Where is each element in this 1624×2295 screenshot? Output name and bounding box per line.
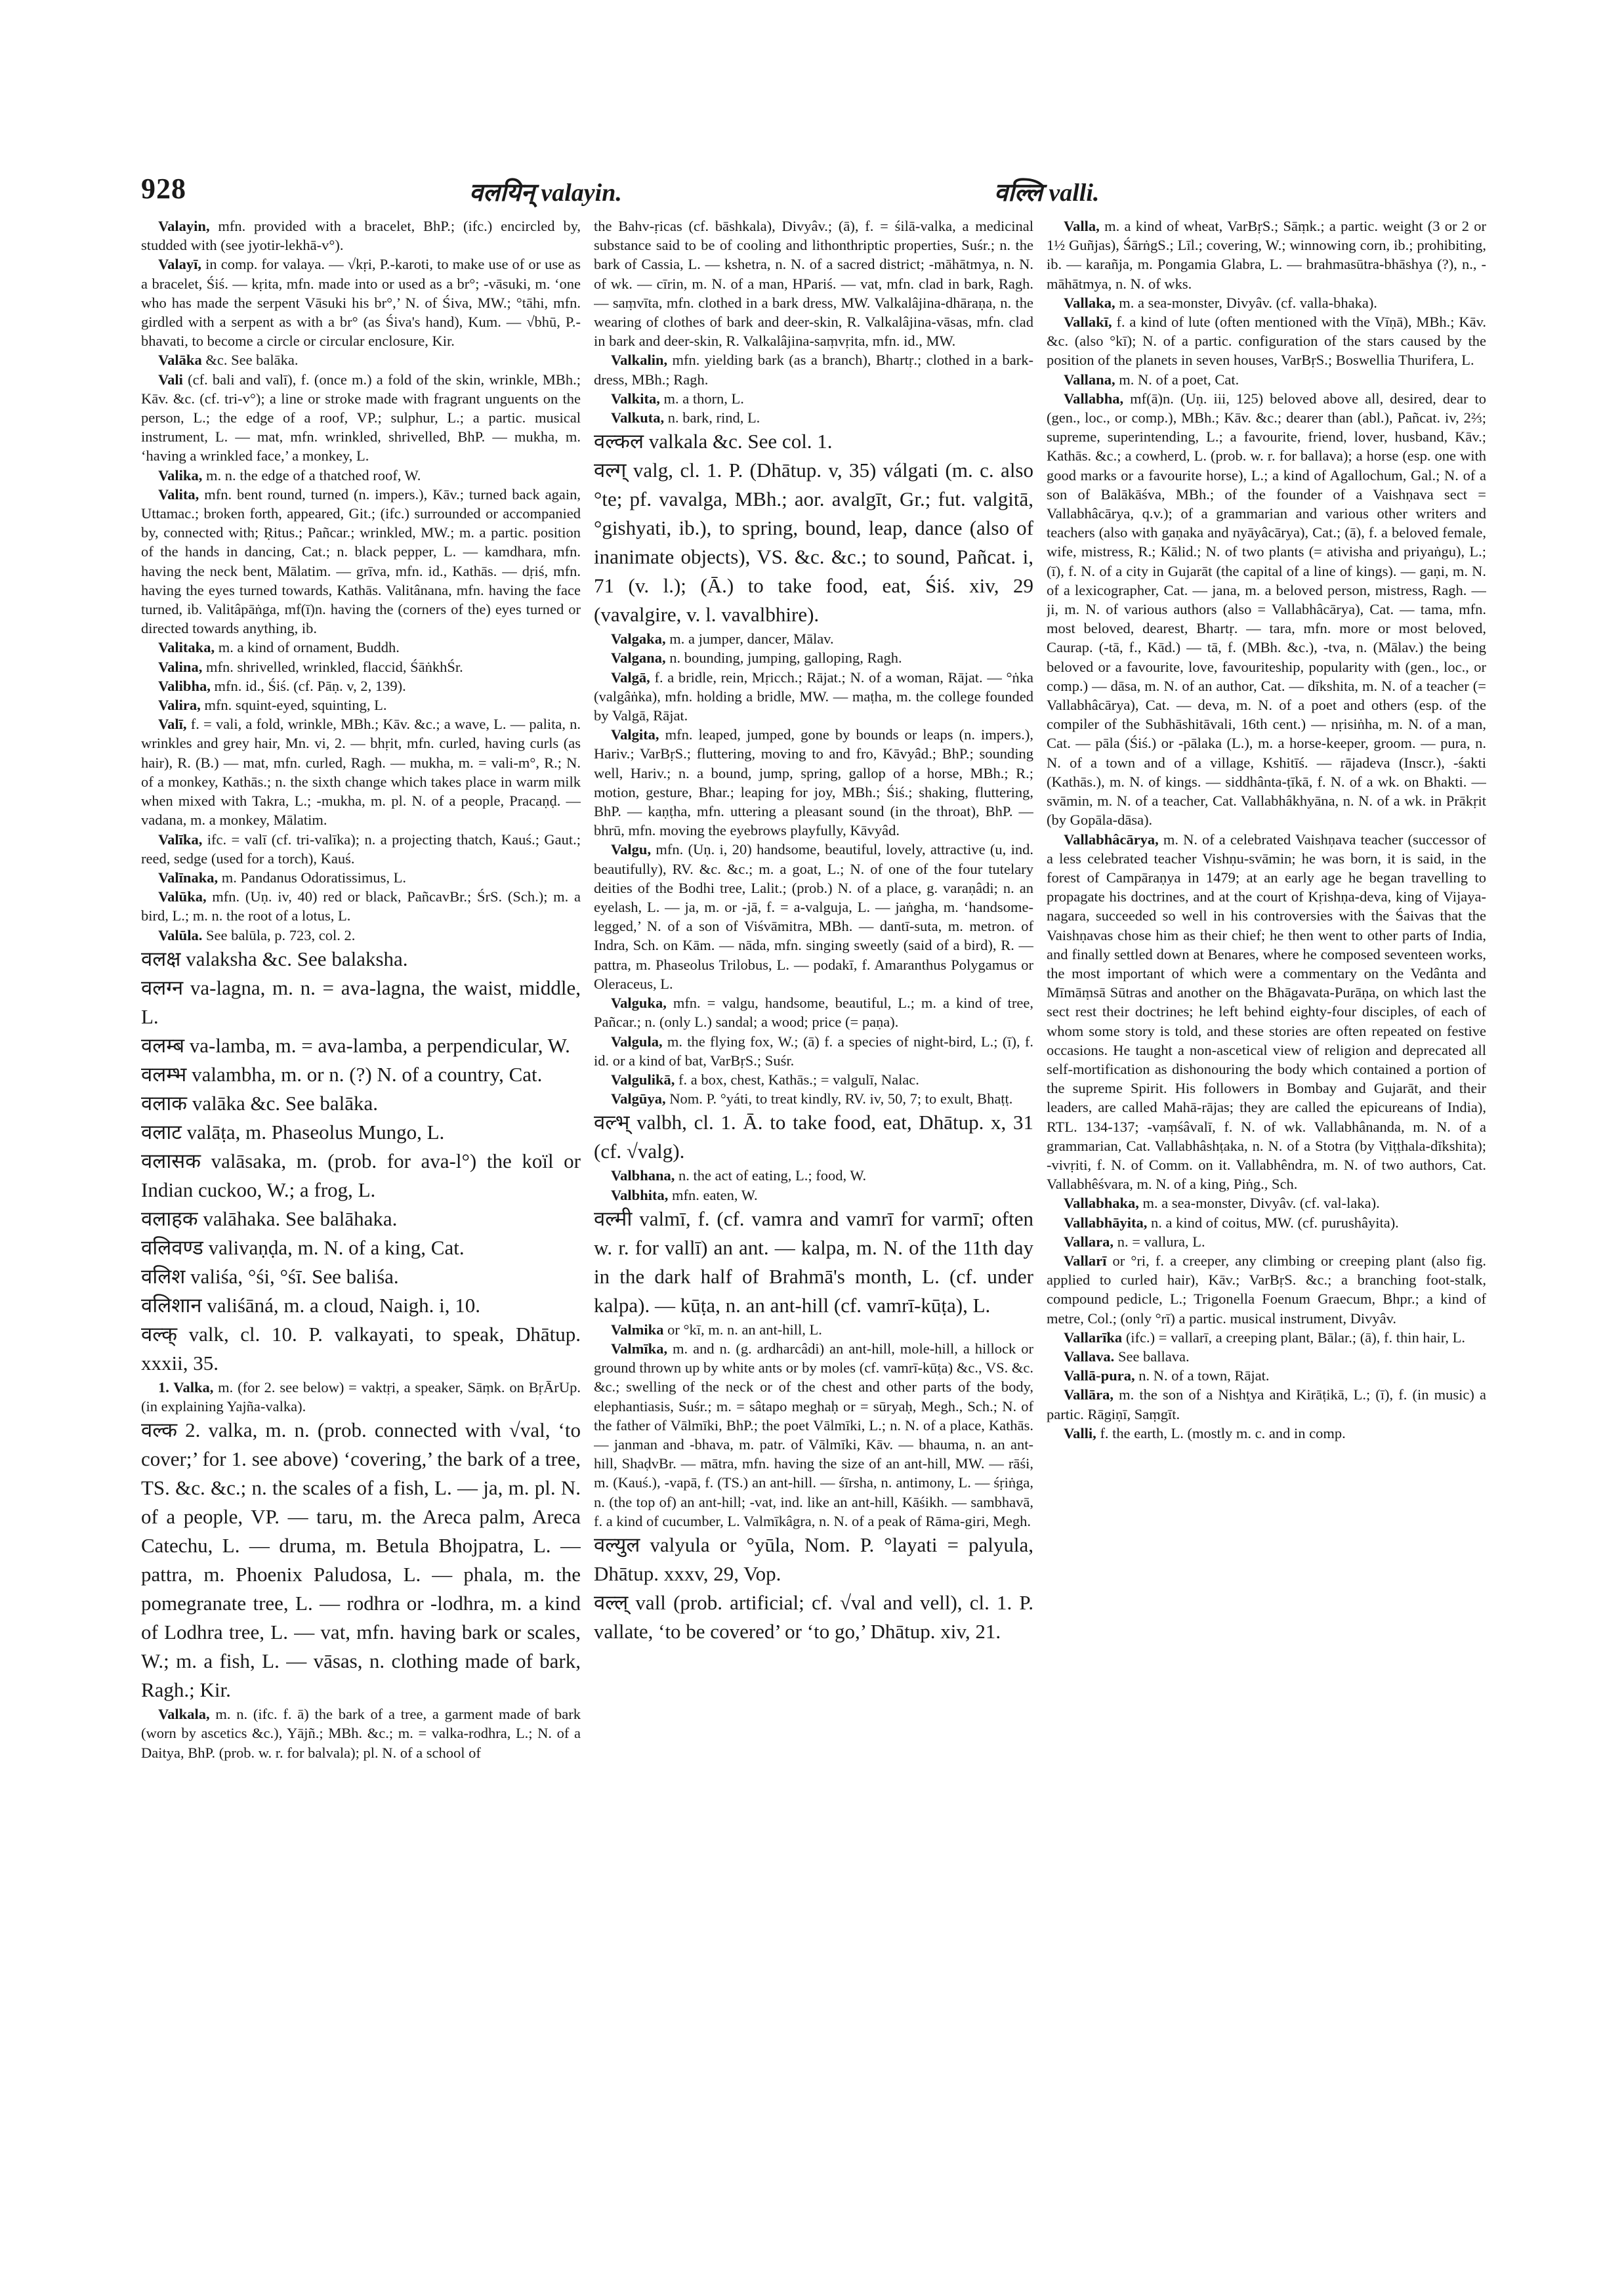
entry-definition: f. a box, chest, Kathās.; = valgulī, Nalac. (675, 1071, 919, 1088)
dictionary-entry (594, 1186, 1033, 1205)
dictionary-entry (141, 657, 581, 676)
entry-headword: Valgaka, (611, 631, 666, 648)
entry-definition: (ifc.) = vallarī, a creeping plant, Bālar.; (ā), f. thin hair, L. (1122, 1329, 1466, 1346)
entry-headword: Vallana, (1064, 371, 1115, 388)
entry-headword: Vallā-pura, (1064, 1367, 1135, 1384)
dictionary-entry (141, 714, 581, 829)
entry-headword: वलिश (141, 1264, 186, 1288)
entry-definition: valmī, f. (cf. vamra and vamrī for varmī; often w. r. for vallī) an ant. — kalpa, m. N. of the 11th day in the dark half of Brahmā's month, L. (cf. under kalpa). — kūṭa, n. an ant-hill (cf. vamrī-kūṭa), L. (594, 1207, 1033, 1317)
dictionary-entry (141, 1089, 581, 1118)
entry-definition: mfn. shrivelled, wrinkled, flaccid, ŚāṅkhŚr. (202, 658, 463, 675)
entry-headword: वल्मी (594, 1207, 633, 1230)
entry-definition: valivaṇḍa, m. N. of a king, Cat. (203, 1235, 465, 1259)
dictionary-entry (594, 408, 1033, 427)
page-header (141, 172, 1486, 211)
entry-headword: Valguka, (611, 995, 667, 1012)
entry-definition: f. a bridle, rein, Mṛicch.; Rājat.; N. of a woman, Rājat. — °ṅka (valgâṅka), mfn. holding a bridle, MW. — maṭha, m. the college founded by Valgā, Rājat. (594, 669, 1033, 724)
entry-headword: Valīnaka, (158, 869, 219, 886)
dictionary-entry (594, 1320, 1033, 1339)
entry-headword: वल्क् (141, 1322, 178, 1346)
entry-headword: Valina, (158, 658, 203, 675)
left-running-head: वलयिन् valayin. (469, 179, 622, 207)
dictionary-entry (141, 1031, 581, 1060)
entry-headword: Valayin, (158, 218, 210, 234)
dictionary-entry (1047, 830, 1486, 1194)
dictionary-entry (594, 427, 1033, 456)
entry-definition: m. and n. (g. ardharcâdi) an ant-hill, mole-hill, a hillock or ground thrown up by white ants or by moles (cf. vamrī-kūṭa) &c., VS. &c. &c.; swelling of the neck or of the chest and other parts of the body, elephantiasis, Suśr.; m. = sâtapo meghaḥ or = sūryaḥ, Megh., Sch.; N. of the father of Vālmīki, BhP.; the poet Vālmīki, L.; n. N. of a place, Kathās. — janman and -bhava, m. patr. of Vālmīki, Kāv. — bhauma, n. an ant-hill, ShaḍvBr. — mātra, mfn. having the size of an ant-hill, MW. — rāśi, m. (Kauś.), -vapā, f. (TS.) an ant-hill. — śīrsha, n. antimony, L. — śṛiṅga, n. (the top of) an ant-hill; -vat, ind. like an ant-hill, Kāśikh. — sambhavā, f. a kind of cucumber, L. Valmīkâgra, n. N. of a peak of Rāma-giri, Megh. (594, 1340, 1033, 1529)
entry-headword: वलग्न (141, 976, 184, 999)
entry-headword: Vallabhâcārya, (1064, 831, 1159, 848)
dictionary-entry (1047, 1232, 1486, 1251)
dictionary-entry (1047, 1424, 1486, 1443)
entry-headword: Vallarī (1064, 1252, 1107, 1269)
dictionary-entry (141, 217, 581, 255)
dictionary-entry (594, 668, 1033, 726)
page-number: 928 (141, 173, 186, 205)
dictionary-entry (141, 1060, 581, 1089)
entry-headword: Valla, (1064, 218, 1100, 234)
entry-definition: va-lamba, m. = ava-lamba, a perpendicular, W. (184, 1033, 570, 1057)
entry-definition: mfn. (Uṇ. i, 20) handsome, beautiful, lovely, attractive (u, ind. beautifully), RV. &c. &c.; m. a goat, L.; N. of one of the four tutelary deities of the Bodhi tree, Lalit.; (prob.) N. of a place, g. varaṇâdi; n. an eyelash, L. — ja, m. or -jā, f. = a-valguja, L. — jaṅgha, m. ‘handsome-legged,’ N. of a son of Viśvāmitra, MBh. — dantī-suta, m. metron. of Indra, Sch. on Kām. — nāda, mfn. singing sweetly (said of a bird), R. — pattra, m. Phaseolus Trilobus, L. — podakī, f. Amaranthus Polygamus or Oleraceus, L. (594, 841, 1033, 992)
entry-headword: वलासक (141, 1149, 201, 1172)
dictionary-entry (594, 648, 1033, 667)
entry-headword: Valgūya, (611, 1090, 666, 1107)
dictionary-entry (1047, 1347, 1486, 1366)
entry-headword: Vallaka, (1064, 294, 1115, 311)
entry-definition: m. N. of a celebrated Vaishṇava teacher (successor of a less celebrated teacher Vishṇu-svāmin; he was born, it is said, in the forest of Campāraṇya in 1479; at an early age he began travelling to propagate his doctrines, and at the court of Kṛishṇa-deva, king of Vijaya-nagara, succeeded so well in his controversies with the Śaivas that the Vaishṇavas chose him as their chief; he then went to other parts of India, and finally settled down at Benares, where he composed seventeen works, the most important of which were a commentary on the Vedânta and Mīmāṃsā Sūtras and another on the Bhāgavata-Purāṇa, on which last the sect rest their doctrines; he left behind eighty-four disciples, of each of whom some story is told, and these stories are often repeated on festive occasions. He taught a non-ascetical view of religion and deprecated all self-mortification as dishonouring the body which contained a portion of the supreme Spirit. His followers in Bombay and Gujarāt, and their leaders, are called Mahā-rājas; they are called the epicureans of India), RTL. 134-137; -vaṃśâvalī, f. N. of wk. Vallabhânanda, m. N. of a grammarian, Cat. Vallabhâshṭaka, n. N. of a Stotra (by Viṭṭhala-dīkshita); -vivṛiti, f. N. of Comm. on it. Vallabhêndra, m. N. of two authors, Cat. Vallabhêśvara, m. N. of a king, Piṅg., Sch. (1047, 831, 1486, 1193)
entry-headword: Valika, (158, 466, 203, 484)
entry-headword: वलम्भ (141, 1062, 187, 1086)
entry-headword: Valitaka, (158, 639, 215, 656)
entry-definition: m. a jumper, dancer, Mālav. (665, 631, 834, 648)
entry-headword: Vallara, (1064, 1233, 1114, 1250)
dictionary-entry (141, 350, 581, 369)
entry-definition: n. a kind of coitus, MW. (cf. purushâyita). (1147, 1214, 1399, 1231)
dictionary-entry (1047, 293, 1486, 312)
entry-headword: Valayī, (158, 256, 202, 273)
entry-definition: See ballava. (1114, 1348, 1190, 1365)
entry-headword: Valkalin, (611, 352, 668, 369)
dictionary-entry (594, 456, 1033, 629)
dictionary-entry (141, 1320, 581, 1378)
entry-definition: mfn. = valgu, handsome, beautiful, L.; m. a kind of tree, Pañcar.; n. (only L.) sandal; a wood; price (= paṇa). (594, 995, 1033, 1031)
column-3 (1047, 217, 1486, 2257)
dictionary-entry (1047, 217, 1486, 293)
entry-headword: Valmīka, (611, 1340, 668, 1357)
entry-definition: valk, cl. 10. P. valkayati, to speak, Dhātup. xxxii, 35. (141, 1322, 581, 1375)
entry-definition: valāsaka, m. (prob. for ava-l°) the koïl or Indian cuckoo, W.; a frog, L. (141, 1149, 581, 1201)
entry-definition: m. n. (ifc. f. ā) the bark of a tree, a garment made of bark (worn by ascetics &c.), Yājñ.; MBh. &c.; m. = valka-rodhra, L.; N. of a Daitya, BhP. (prob. w. r. for balvala); pl. N. of a school of (141, 1706, 581, 1761)
entry-headword: Valūka, (158, 888, 207, 905)
dictionary-entry (1047, 1193, 1486, 1212)
entry-headword: Valira, (158, 697, 201, 714)
entry-definition: &c. See balāka. (201, 352, 299, 369)
entry-definition: valaksha &c. See balaksha. (180, 947, 408, 970)
entry-headword: Vallava. (1064, 1348, 1115, 1365)
dictionary-entry (594, 725, 1033, 840)
entry-headword: 1. Valka, (158, 1378, 214, 1396)
column-2 (594, 217, 1033, 2257)
entry-definition: m. a sea-monster, Divyâv. (cf. val-laka). (1138, 1195, 1380, 1212)
entry-definition: f. = vali, a fold, wrinkle, MBh.; Kāv. &c.; a wave, L. — palita, n. wrinkles and grey hair, Mn. vi, 2. — bhṛit, mfn. curled, having curls (as hair), R. (B.) — mat, mfn. curled, Ragh. — mukha, m. = vali-m°, R.; N. of a monkey, Kathās.; n. the sixth change which takes place in warm milk when mixed with Takra, L.; -mukha, m. pl. N. of a people, Pracaṇḍ. — vadana, m. a monkey, Mālatim. (141, 716, 581, 829)
dictionary-entry (594, 840, 1033, 993)
entry-headword: वलाट (141, 1120, 182, 1144)
dictionary-entry (141, 1147, 581, 1205)
entry-headword: Valli, (1064, 1424, 1096, 1441)
entry-headword: Vallarīka (1064, 1329, 1123, 1346)
entry-definition: Nom. P. °yáti, to treat kindly, RV. iv, 50, 7; to exult, Bhaṭṭ. (665, 1090, 1013, 1107)
dictionary-entry (1047, 389, 1486, 830)
entry-definition: the Bahv-ṛicas (cf. bāshkala), Divyâv.; (ā), f. = śilā-valka, a medicinal substance said to be of cooling and lithonthriptic properties, Suśr.; n. the bark of Cassia, L. — kshetra, n. N. of a sacred district; -māhātmya, n. N. of wk. — cīrin, m. N. of a man, HPariś. — vat, mfn. clad in bark, Ragh. — saṃvīta, mfn. clothed in a bark dress, MW. Valkalâjina-dhāraṇa, n. the wearing of clothes of bark and deer-skin, R. Valkalâjina-vāsas, mfn. clad in bark and deer-skin, R. Valkalâjina-saṃvṛita, mfn. id., MW. (594, 218, 1033, 350)
dictionary-entry (141, 1262, 581, 1291)
entry-definition: f. the earth, L. (mostly m. c. and in comp. (1096, 1424, 1346, 1441)
entry-definition: valyula or °yūla, Nom. P. °layati = palyula, Dhātup. xxxv, 29, Vop. (594, 1533, 1033, 1585)
dictionary-entry (1047, 1213, 1486, 1232)
dictionary-entry (141, 1291, 581, 1320)
entry-definition: valkala &c. See col. 1. (644, 430, 833, 453)
entry-headword: Valibha, (158, 677, 211, 694)
dictionary-entry (1047, 1385, 1486, 1423)
entry-headword: वल्युल (594, 1533, 640, 1556)
entry-definition: va-lagna, m. n. = ava-lagna, the waist, middle, L. (141, 976, 581, 1028)
dictionary-entry (141, 1416, 581, 1705)
entry-headword: Valī, (158, 716, 187, 733)
entry-definition: See balūla, p. 723, col. 2. (202, 926, 356, 943)
entry-definition: m. a kind of wheat, VarBṛS.; Sāṃk.; a partic. weight (3 or 2 or 1½ Guñjas), ŚārṅgS.; Līl.; covering, W.; winnowing corn, ib.; prohibiting, ib. — karañja, m. Pongamia Glabra, L. — brahmasūtra-bhāshya (?), n., -māhātmya, n. N. of wks. (1047, 218, 1486, 292)
entry-definition: n. the act of eating, L.; food, W. (675, 1167, 867, 1184)
entry-headword: Vallabhaka, (1064, 1195, 1139, 1212)
dictionary-entry (1047, 370, 1486, 389)
dictionary-entry (594, 1032, 1033, 1070)
right-running-head: वल्लि valli. (994, 179, 1100, 207)
entry-headword: Valmika (611, 1321, 664, 1338)
entry-headword: Valgu, (611, 841, 652, 858)
entry-definition: n. N. of a town, Rājat. (1135, 1367, 1270, 1384)
entry-headword: Valgana, (611, 650, 666, 667)
dictionary-entry (594, 217, 1033, 350)
entry-headword: Valkala, (158, 1706, 210, 1723)
dictionary-entry (141, 255, 581, 350)
entry-definition: m. n. the edge of a thatched roof, W. (202, 466, 421, 484)
entry-definition: m. N. of a poet, Cat. (1115, 371, 1239, 388)
entry-headword: वलक्ष (141, 947, 181, 970)
dictionary-entry (594, 1089, 1033, 1108)
entry-definition: or °kī, m. n. an ant-hill, L. (663, 1321, 822, 1338)
entry-headword: वलम्ब (141, 1033, 185, 1057)
dictionary-entry (141, 926, 581, 945)
entry-headword: वल्कल (594, 430, 644, 453)
entry-definition: m. (for 2. see below) = vaktṛi, a speaker, Sāṃk. on BṛĀrUp. (in explaining Yajña-valka). (141, 1378, 581, 1415)
entry-definition: (cf. bali and valī), f. (once m.) a fold of the skin, wrinkle, MBh.; Kāv. &c. (cf. tri-v°); a line or stroke made with fragrant unguents on the person, L.; the edge of a roof, VP.; sulphur, L.; a partic. musical instrument, L. — mat, mfn. wrinkled, shrivelled, BhP. — mukha, m. ‘having a wrinkled face,’ a monkey, L. (141, 371, 581, 465)
entry-definition: 2. valka, m. n. (prob. connected with √val, ‘to cover;’ for 1. see above) ‘covering,’ the bark of a tree, TS. &c. &c.; n. the scales of a fish, L. — ja, m. pl. N. of a people, VP. — taru, m. the Areca palm, Areca Catechu, L. — druma, m. Betula Bhojpatra, L. — pattra, m. Phoenix Paludosa, L. — phala, m. the pomegranate tree, L. — rodhra or -lodhra, m. a kind of Lodhra tree, L. — vat, mfn. having bark or scales, W.; m. a fish, L. — vāsas, n. clothing made of bark, Ragh.; Kir. (141, 1418, 581, 1702)
entry-headword: Valgita, (611, 726, 659, 743)
entry-definition: valāhaka. See balāhaka. (198, 1207, 398, 1230)
entry-headword: वल्भ् (594, 1111, 630, 1134)
entry-definition: n. = vallura, L. (1114, 1233, 1205, 1250)
dictionary-entry (594, 1588, 1033, 1646)
entry-definition: mfn. (Uṇ. iv, 40) red or black, PañcavBr.; ŚrS. (Sch.); m. a bird, L.; m. n. the root of a lotus, L. (141, 888, 581, 924)
dictionary-entry (141, 485, 581, 638)
entry-definition: n. bounding, jumping, galloping, Ragh. (665, 650, 902, 667)
dictionary-entry (141, 370, 581, 466)
dictionary-entry (141, 830, 581, 868)
dictionary-entry (1047, 1328, 1486, 1347)
entry-definition: or °ri, f. a creeper, any climbing or creeping plant (also fig. applied to curled hair), Kāv.; VarBṛS. &c.; a branching foot-stalk, compound pedicle, L.; Trigonella Foenum Graecum, Bhpr.; a kind of metre, Col.; (only °rī) a partic. musical instrument, Divyâv. (1047, 1252, 1486, 1327)
entry-definition: valbh, cl. 1. Ā. to take food, eat, Dhātup. x, 31 (cf. √valg). (594, 1111, 1033, 1163)
dictionary-entry (141, 1705, 581, 1762)
entry-definition: valiśāná, m. a cloud, Naigh. i, 10. (201, 1293, 481, 1317)
entry-definition: mfn. leaped, jumped, gone by bounds or leaps (n. impers.), Hariv.; VarBṛS.; fluttering, moving to and fro, Kāvyâd.; BhP.; sounding well, Hariv.; n. a bound, jump, spring, gallop of a horse, MBh.; R.; motion, gesture, Bhar.; leaping for joy, MBh.; Śiś.; shaking, fluttering, BhP. — kaṇṭha, mfn. uttering a pleasant sound (in the throat), BhP. — bhrū, mfn. moving the eyebrows playfully, Kāvyâd. (594, 726, 1033, 839)
dictionary-entry (594, 1070, 1033, 1089)
dictionary-entry (594, 1531, 1033, 1588)
dictionary-entry (594, 1339, 1033, 1531)
entry-definition: mfn. squint-eyed, squinting, L. (200, 697, 387, 714)
dictionary-entry (141, 868, 581, 887)
dictionary-entry (141, 1233, 581, 1262)
dictionary-entry (141, 638, 581, 657)
dictionary-entry (1047, 1251, 1486, 1328)
entry-headword: Valūla. (158, 926, 203, 943)
entry-definition: m. the son of a Nishṭya and Kirāṭikā, L.; (ī), f. (in music) a partic. Rāgiṇī, Saṃgīt. (1047, 1386, 1486, 1422)
entry-headword: Valita, (158, 486, 199, 503)
entry-headword: Valbhita, (611, 1186, 669, 1203)
dictionary-entry (594, 1205, 1033, 1320)
entry-headword: वल्ग् (594, 459, 627, 482)
entry-definition: m. a thorn, L. (659, 390, 744, 407)
entry-headword: वल्ल् (594, 1590, 629, 1614)
entry-definition: valambha, m. or n. (?) N. of a country, Cat. (186, 1062, 543, 1086)
dictionary-entry (141, 887, 581, 925)
entry-definition: mf(ā)n. (Uṇ. iii, 125) beloved above all, desired, dear to (gen., loc., or comp.), MBh.; Kāv. &c.; dearer than (abl.), Pañcat. iv, 2⅔; supreme, superintending, L.; a favourite, friend, lover, husband, Kāv.; Kathās. &c.; a cowherd, L. (prob. w. r. for ballava); a horse (esp. one with good marks or a favourite horse), L.; a kind of Agallochum, Gal.; N. of a son of Balākāśva, MBh.; of the founder of a Vaishṇava sect = Vallabhâcārya, q.v.); of a grammarian and various other writers and teachers (also with gaṇaka and nyāyâcārya), Cat.; (ā), f. a beloved female, wife, mistress, R.; Kālid.; N. of two plants (= ativisha and priyaṅgu), L.; (ī), f. N. of a city in Gujarāt (the capital of a line of kings). — gaṇi, m. N. of a lexicographer, Cat. — jana, m. a beloved person, mistress, Ragh. — ji, m. N. of various authors (also = Vallabhâcārya), Cat. — tama, mfn. most beloved, dearest, Bhartṛ. — tara, mfn. more or most beloved, Caurap. (-tā, f., Kād.) — tā, f. (MBh. &c.), -tva, n. (Mālav.) the being beloved or a favourite, love, favouriteship, popularity with (gen., loc., or comp.) — dāsa, m. N. of an author, Cat. — dīkshita, m. N. of a teacher (= Vallabhâcārya), Cat. — deva, m. N. of a poet and others (esp. of the compiler of the Subhāshitāvali, 16th cent.) — nṛisiṅha, m. N. of a man, Cat. — pāla (Śiś.) or -pālaka (L.), m. a horse-keeper, groom. — pura, n. N. of a town and of a village, Kshitīś. — rājadeva (Inscr.), -śakti (Kathās.), m. N. of kings. — siddhânta-ṭīkā, f. N. of a wk. on Bhakti. — svāmin, m. N. of a teacher, Cat. Vallabhâkhyāna, n. N. of a wk. in Prākṛit (by Gopāla-dāsa). (1047, 390, 1486, 829)
entry-definition: m. a kind of ornament, Buddh. (215, 639, 400, 656)
entry-headword: Vallabha, (1064, 390, 1124, 407)
entry-headword: Vallakī, (1064, 314, 1112, 331)
entry-definition: valiśa, °śi, °śī. See baliśa. (185, 1264, 399, 1288)
dictionary-entry (594, 1108, 1033, 1166)
entry-headword: Valkuta, (611, 409, 665, 426)
dictionary-entry (141, 466, 581, 485)
entry-definition: mfn. provided with a bracelet, BhP.; (ifc.) encircled by, studded with (see jyotir-lekhā-v°). (141, 218, 581, 254)
dictionary-entry (594, 389, 1033, 408)
entry-definition: ifc. = valī (cf. tri-valīka); n. a projecting thatch, Kauś.; Gaut.; reed, sedge (used for a torch), Kauś. (141, 831, 581, 867)
entry-headword: Valāka (158, 352, 202, 369)
entry-headword: Vallāra, (1064, 1386, 1114, 1403)
entry-definition: valāṭa, m. Phaseolus Mungo, L. (181, 1120, 445, 1144)
entry-headword: Valgulikā, (611, 1071, 675, 1088)
dictionary-entry (594, 629, 1033, 648)
dictionary-entry (141, 1205, 581, 1233)
entry-headword: Vali (158, 371, 183, 388)
column-1 (141, 217, 581, 2257)
dictionary-entry (594, 993, 1033, 1031)
entry-headword: Valgā, (611, 669, 650, 686)
entry-definition: mfn. eaten, W. (668, 1186, 758, 1203)
entry-definition: m. a sea-monster, Divyâv. (cf. valla-bhaka). (1115, 294, 1377, 311)
dictionary-entry (141, 1378, 581, 1416)
dictionary-entry (1047, 1366, 1486, 1385)
dictionary-entry (141, 695, 581, 714)
entry-definition: valāka &c. See balāka. (187, 1091, 379, 1115)
entry-definition: m. Pandanus Odoratissimus, L. (218, 869, 406, 886)
entry-definition: in comp. for valaya. — √kṛi, P.-karoti, to make use of or use as a bracelet, Śiś. — kṛita, mfn. made into or used as a br°; -vāsuki, m. ‘one who has made the serpent Vāsuki his br°,’ N. of Śiva, MW.; °tāhi, mfn. girdled with a serpent as with a br° (as Śiva's hand), Kum. — √bhū, P.-bhavati, to become a circle or circular enclosure, Kir. (141, 256, 581, 350)
entry-definition: n. bark, rind, L. (664, 409, 760, 426)
entry-definition: mfn. id., Śiś. (cf. Pāṇ. v, 2, 139). (210, 677, 406, 694)
entry-headword: Valgula, (611, 1033, 663, 1050)
dictionary-entry (141, 974, 581, 1031)
entry-headword: वलिवण्ड (141, 1235, 203, 1259)
entry-definition: vall (prob. artificial; cf. √val and vell), cl. 1. P. vallate, ‘to be covered’ or ‘to go,’ Dhātup. xiv, 21. (594, 1590, 1033, 1643)
entry-definition: mfn. bent round, turned (n. impers.), Kāv.; turned back again, Uttamac.; broken forth, appeared, Git.; (ifc.) surrounded or accompanied by, connected with; Ṛitus.; Pañcar.; wrinkled, MW.; m. a partic. position of the hands in dancing, Cat.; n. black pepper, L. — kamdhara, mfn. having the neck bent, Mālatim. — grīva, mfn. id., Kathās. — dṛiś, mfn. having the eyes turned towards, Kathās. Valitânana, mfn. having the face turned, ib. Valitâpāṅga, mf(ī)n. having the (corners of the) eyes turned or directed towards anything, ib. (141, 486, 581, 637)
entry-headword: Valīka, (158, 831, 203, 848)
entry-headword: Valbhana, (611, 1167, 675, 1184)
entry-headword: Vallabhāyita, (1064, 1214, 1148, 1231)
entry-definition: mfn. yielding bark (as a branch), Bhartṛ.; clothed in a bark-dress, MBh.; Ragh. (594, 352, 1033, 388)
entry-headword: वलिशान (141, 1293, 202, 1317)
dictionary-entry (141, 945, 581, 974)
entry-headword: वलाहक (141, 1207, 198, 1230)
dictionary-entry (594, 350, 1033, 388)
dictionary-entry (1047, 312, 1486, 370)
entry-headword: Valkita, (611, 390, 660, 407)
entry-definition: f. a kind of lute (often mentioned with the Vīṇā), MBh.; Kāv. &c. (also °kī); N. of a partic. configuration of the stars caused by the position of the planets in seven houses, VarBṛS.; Boswellia Thurifera, L. (1047, 314, 1486, 369)
dictionary-entry (594, 1166, 1033, 1185)
entry-headword: वलाक (141, 1091, 188, 1115)
dictionary-entry (141, 1118, 581, 1147)
entry-definition: valg, cl. 1. P. (Dhātup. v, 35) válgati (m. c. also °te; pf. vavalga, MBh.; aor. avalgīt, Gr.; fut. valgitā, °gishyati, ib.), to spring, bound, leap, dance (also of inanimate objects), VS. &c. &c.; to sound, Pañcat. i, 71 (v. l.); (Ā.) to take food, eat, Śiś. xiv, 29 (vavalgire, v. l. vavalbhire). (594, 459, 1033, 627)
dictionary-entry (141, 676, 581, 695)
entry-definition: m. the flying fox, W.; (ā) f. a species of night-bird, L.; (ī), f. id. or a kind of bat, VarBṛS.; Suśr. (594, 1033, 1033, 1069)
entry-headword: वल्क (141, 1418, 178, 1442)
